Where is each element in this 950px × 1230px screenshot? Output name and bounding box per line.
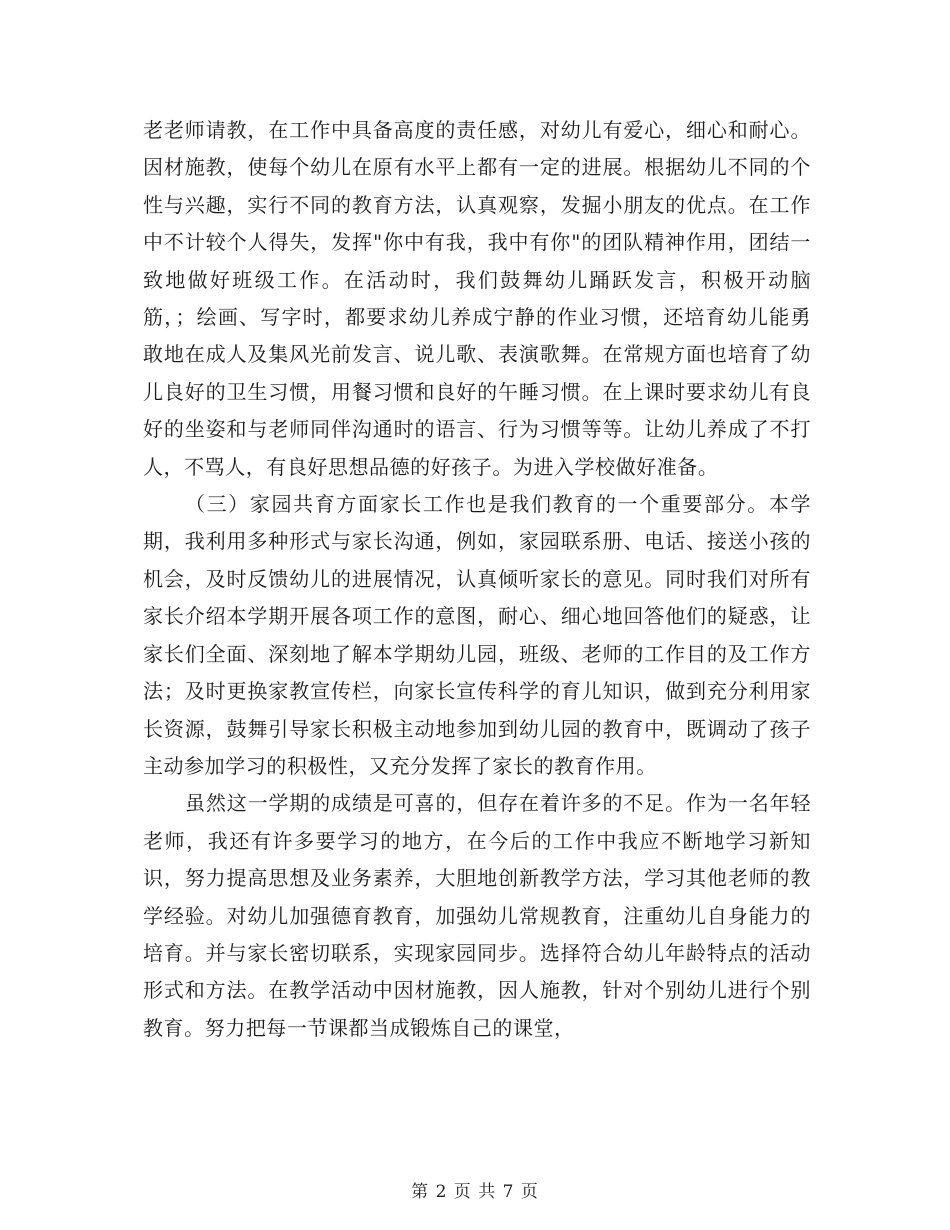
paragraph-continuation: 老老师请教，在工作中具备高度的责任感，对幼儿有爱心，细心和耐心。因材施教，使每个幼儿在原有水平上都有一定的进展。根据幼儿不同的个性与兴趣，实行不同的教育方法，认真观察，发掘小朋友的优点。在工作中不计较个人得失，发挥"你中有我，我中有你"的团队精神作用，团结一致地做好班级工作。在活动时，我们鼓舞幼儿踊跃发言，积极开动脑筋，；绘画、写字时，都要求幼儿养成宁静的作业习惯，还培育幼儿能勇敢地在成人及集风光前发言、说儿歌、表演歌舞。在常规方面也培育了幼儿良好的卫生习惯，用餐习惯和良好的午睡习惯。在上课时要求幼儿有良好的坐姿和与老师同伴沟通时的语言、行为习惯等等。让幼儿养成了不打人，不骂人，有良好思想品德的好孩子。为进入学校做好准备。 [143,118,811,479]
document-body [143,112,811,1047]
paragraph-shortcomings: 虽然这一学期的成绩是可喜的，但存在着许多的不足。作为一名年轻老师，我还有许多要学习的地方，在今后的工作中我应不断地学习新知识，努力提高思想及业务素养，大胆地创新教学方法，学习其他老师的教学经验。对幼儿加强德育教育，加强幼儿常规教育，注重幼儿自身能力的培育。并与家长密切联系，实现家园同步。选择符合幼儿年龄特点的活动形式和方法。在教学活动中因材施教，因人施教，针对个别幼儿进行个别教育。努力把每一节课都当成锻炼自己的课堂， [143,791,811,1040]
paragraph-home-school-cooperation: （三）家园共育方面家长工作也是我们教育的一个重要部分。本学期，我利用多种形式与家长沟通，例如，家园联系册、电话、接送小孩的机会，及时反馈幼儿的进展情况，认真倾听家长的意见。同时我们对所有家长介绍本学期开展各项工作的意图，耐心、细心地回答他们的疑惑，让家长们全面、深刻地了解本学期幼儿园，班级、老师的工作目的及工作方法；及时更换家教宣传栏，向家长宣传科学的育儿知识，做到充分利用家长资源，鼓舞引导家长积极主动地参加到幼儿园的教育中，既调动了孩子主动参加学习的积极性，又充分发挥了家长的教育作用。 [143,492,811,778]
page-number-footer: 第 2 页 共 7 页 [411,1182,539,1202]
